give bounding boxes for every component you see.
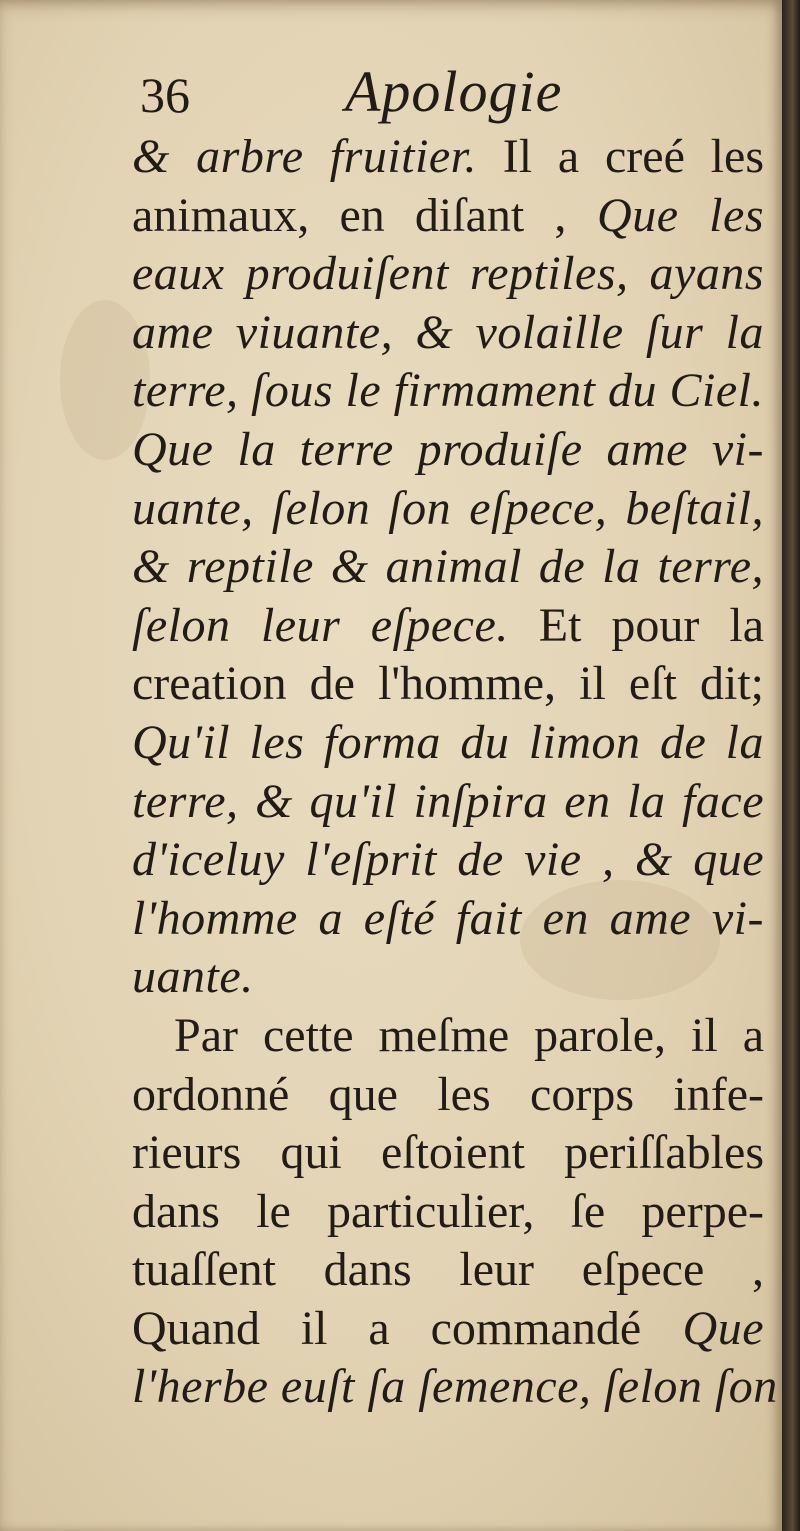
text-line (132, 187, 764, 246)
text-line: Qu'il les forma du limon de la (132, 715, 764, 769)
text-span: arbre fruitier. (169, 130, 477, 183)
paragraph-first-line: Par cette meſme parole, il a (174, 1008, 764, 1062)
text-span: & (132, 130, 170, 183)
text-span: Que les (566, 188, 764, 242)
text-line: tuaſſent dans leur eſpece , (132, 1243, 764, 1297)
text-line (132, 597, 764, 656)
text-line: l'homme a eſté fait en ame vi- (132, 891, 764, 945)
text-line (132, 128, 764, 187)
text-line: ame viuante, & volaille ſur la (132, 305, 764, 359)
text-span: ſelon leur eſpece. (132, 598, 509, 652)
running-head (140, 58, 760, 138)
text-line: Que la terre produiſe ame vi- (132, 422, 764, 476)
text-line: d'iceluy l'eſprit de vie , & que (132, 833, 764, 887)
text-span: Il a creé les (477, 130, 764, 183)
text-line: terre, & qu'il inſpira en la face (132, 774, 764, 828)
text-span: Et pour la (508, 598, 764, 652)
text-span: animaux, en diſant , (132, 188, 567, 242)
running-title: Apologie (345, 59, 563, 124)
body-text (132, 128, 778, 1417)
text-line: l'herbe euſt ſa ſemence, ſelon ſon (132, 1360, 778, 1414)
text-line: rieurs qui eſtoient periſſables (132, 1126, 764, 1180)
book-binding-edge (782, 0, 800, 1531)
text-span: Quand il a commandé (132, 1301, 642, 1355)
text-line: eaux produiſent reptiles, ayans (132, 247, 764, 301)
text-span: Que (641, 1301, 764, 1355)
text-line: uante, ſelon ſon eſpece, beſtail, (132, 481, 764, 535)
text-line: terre, ſous le firmament du Ciel. (132, 364, 764, 418)
text-line: creation de l'homme, il eſt dit; (132, 657, 764, 711)
text-line: uante. (132, 950, 254, 1004)
page-number: 36 (140, 67, 190, 123)
text-line: ordonné que les corps infe- (132, 1067, 764, 1121)
text-line: & reptile & animal de la terre, (132, 540, 764, 594)
text-line (132, 1300, 764, 1359)
text-line: dans le particulier, ſe perpe- (132, 1184, 764, 1238)
